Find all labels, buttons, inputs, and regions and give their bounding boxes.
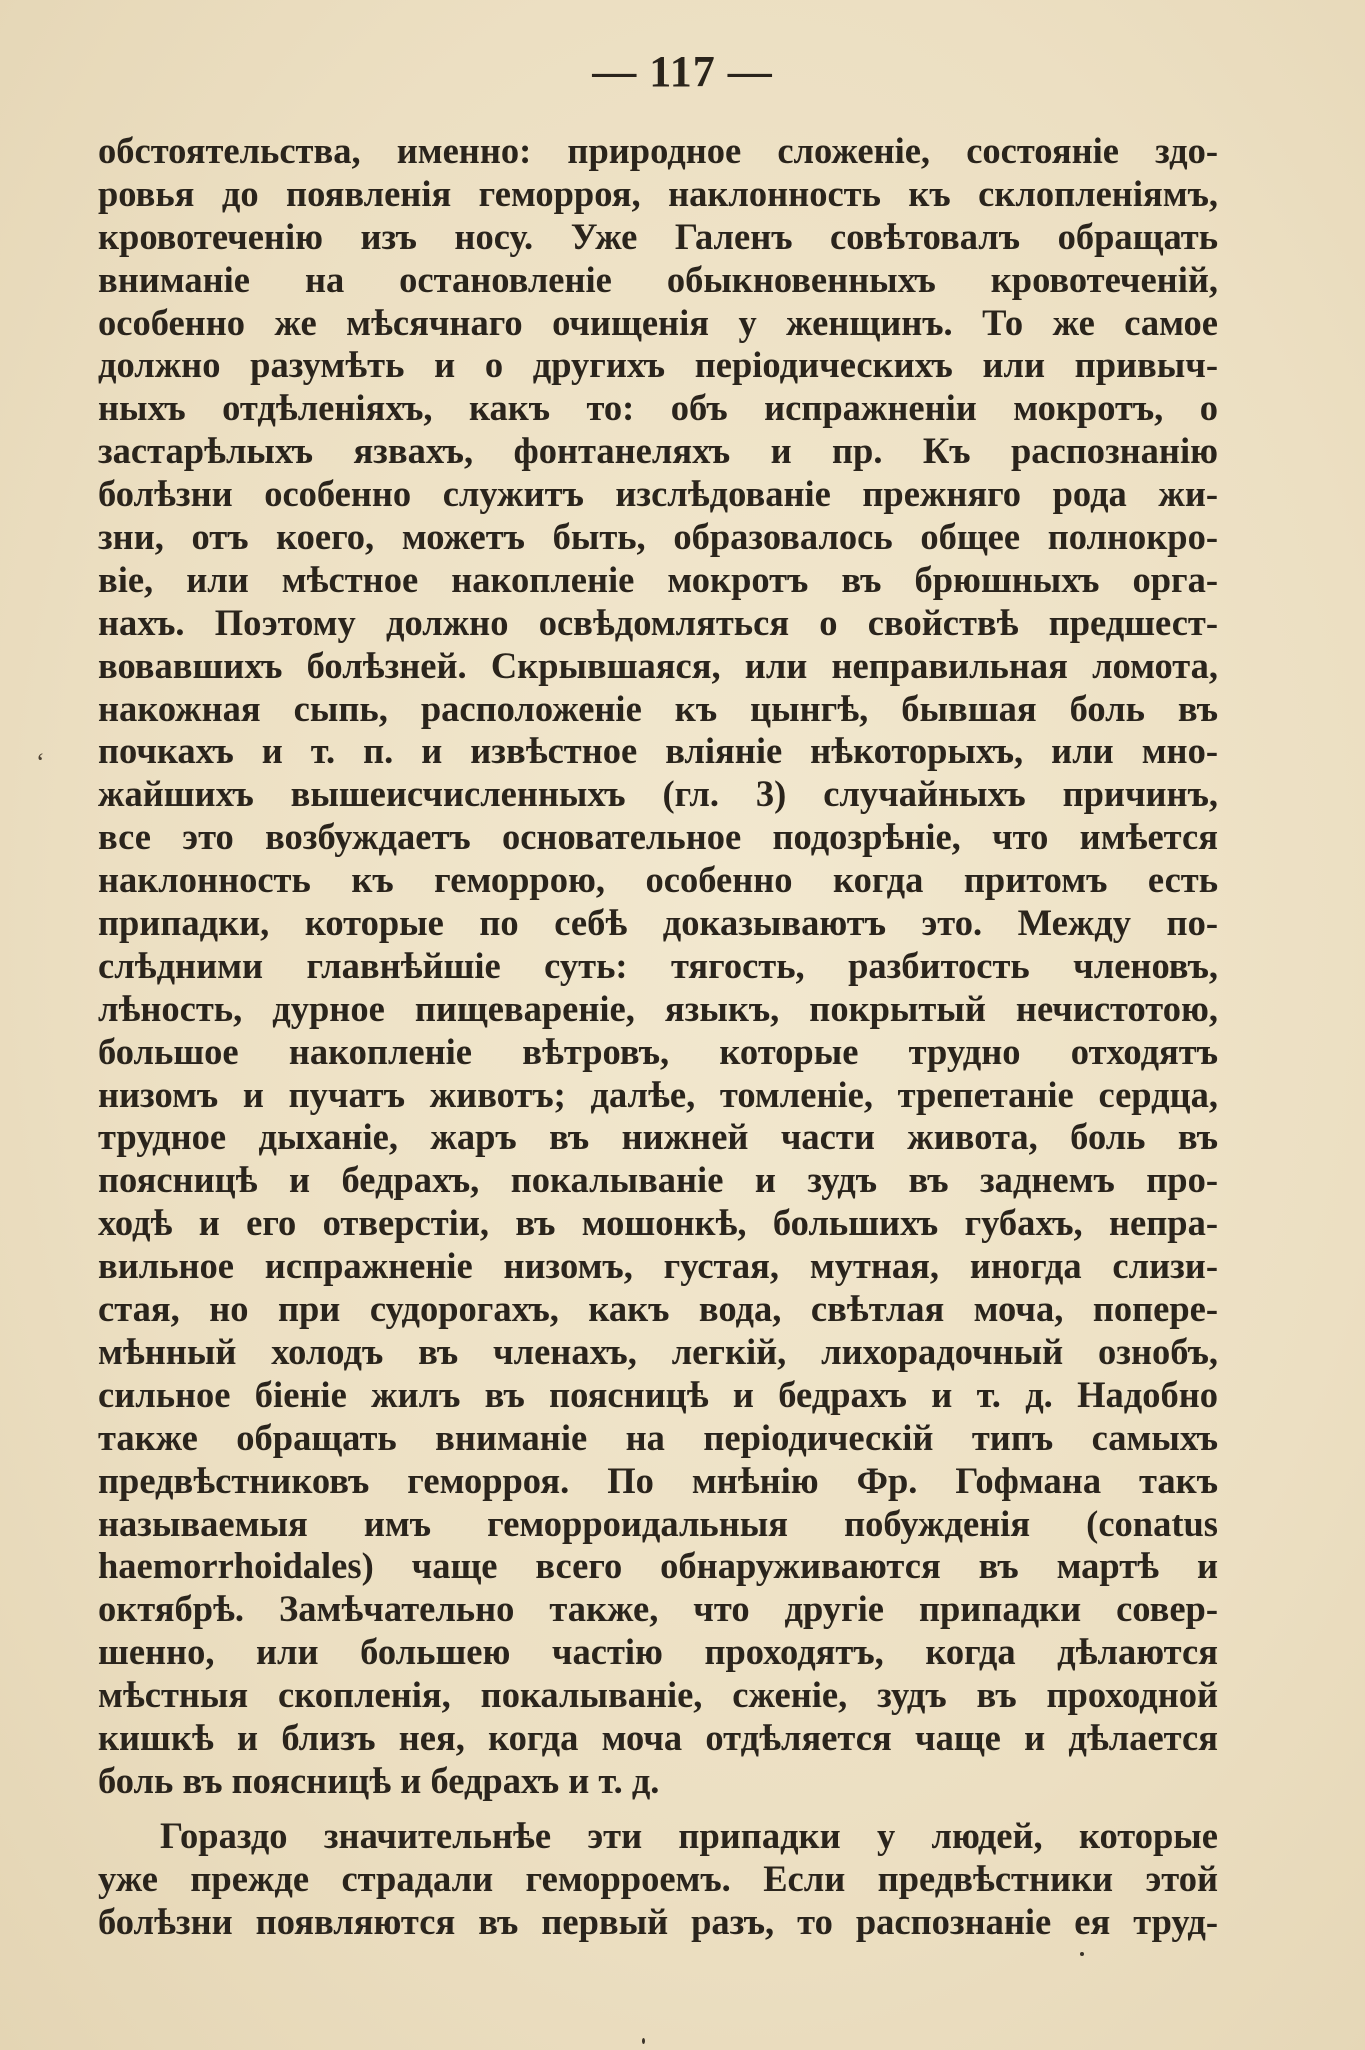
- ink-speck: [642, 2038, 645, 2044]
- text-line: уже прежде страдали геморроемъ. Если предвѣстники этой: [98, 1857, 1218, 1899]
- text-line: вовавшихъ болѣзней. Скрывшаяся, или неправильная ломота,: [98, 644, 1218, 686]
- text-line: боль въ поясницѣ и бедрахъ и т. д.: [98, 1759, 660, 1801]
- text-line: шенно, или большею частію проходятъ, когда дѣлаются: [98, 1631, 1218, 1673]
- text-line: кровотеченію изъ носу. Уже Галенъ совѣтовалъ обращать: [98, 215, 1218, 257]
- margin-mark: ‘: [36, 748, 45, 777]
- text-line: стая, но при судорогахъ, какъ вода, свѣтлая моча, попере-: [98, 1288, 1218, 1330]
- page-number: — 117 —: [592, 47, 773, 96]
- text-line: лѣность, дурное пищевареніе, языкъ, покрытый нечистотою,: [98, 987, 1218, 1029]
- text-line: поясницѣ и бедрахъ, покалываніе и зудъ въ заднемъ про-: [98, 1159, 1218, 1201]
- text-line: особенно же мѣсячнаго очищенія у женщинъ. То же самое: [98, 301, 1218, 343]
- text-line: нахъ. Поэтому должно освѣдомляться о свойствѣ предшест-: [98, 601, 1218, 643]
- ink-speck: [1080, 1952, 1084, 1956]
- text-line: віе, или мѣстное накопленіе мокротъ въ брюшныхъ орга-: [98, 558, 1218, 600]
- text-line: кишкѣ и близъ нея, когда моча отдѣляется чаще и дѣлается: [98, 1716, 1218, 1758]
- text-line: Гораздо значительнѣе эти припадки у людей, которые: [160, 1814, 1218, 1856]
- text-line: застарѣлыхъ язвахъ, фонтанеляхъ и пр. Къ распознанію: [98, 430, 1218, 472]
- text-line: ныхъ отдѣленіяхъ, какъ то: объ испражненіи мокротъ, о: [98, 387, 1218, 429]
- text-line: также обращать вниманіе на періодическій типъ самыхъ: [98, 1416, 1218, 1458]
- text-line: жайшихъ вышеисчисленныхъ (гл. 3) случайныхъ причинъ,: [98, 773, 1218, 815]
- body-text: [98, 130, 1218, 1943]
- text-line: обстоятельства, именно: природное сложеніе, состояніе здо-: [98, 130, 1218, 171]
- text-line: большое накопленіе вѣтровъ, которые трудно отходятъ: [98, 1030, 1218, 1072]
- text-line: припадки, которые по себѣ доказываютъ это. Между по-: [98, 902, 1218, 944]
- text-line: зни, отъ коего, можетъ быть, образовалось общее полнокро-: [98, 516, 1218, 558]
- text-line: трудное дыханіе, жаръ въ нижней части живота, боль въ: [98, 1116, 1218, 1158]
- text-line: почкахъ и т. п. и извѣстное вліяніе нѣкоторыхъ, или мно-: [98, 730, 1218, 772]
- text-line: сильное біеніе жилъ въ поясницѣ и бедрахъ и т. д. Надобно: [98, 1373, 1218, 1415]
- paragraph-gap: [98, 1803, 1218, 1815]
- text-line: все это возбуждаетъ основательное подозрѣніе, что имѣется: [98, 816, 1218, 858]
- text-line: называемыя имъ геморроидальныя побужденія (conatus: [98, 1502, 1218, 1544]
- text-line: болѣзни особенно служитъ изслѣдованіе прежняго рода жи-: [98, 473, 1218, 515]
- text-line: болѣзни появляются въ первый разъ, то распознаніе ея труд-: [98, 1900, 1218, 1942]
- text-line: должно разумѣть и о другихъ періодическихъ или привыч-: [98, 344, 1218, 386]
- paragraph: [98, 130, 1218, 1803]
- text-line: накожная сыпь, расположеніе къ цынгѣ, бывшая боль въ: [98, 687, 1218, 729]
- text-line: вильное испражненіе низомъ, густая, мутная, иногда слизи-: [98, 1245, 1218, 1287]
- text-line: слѣдними главнѣйшіе суть: тягость, разбитость членовъ,: [98, 944, 1218, 986]
- text-line: наклонность къ геморрою, особенно когда притомъ есть: [98, 859, 1218, 901]
- text-line: мѣстныя скопленія, покалываніе, сженіе, зудъ въ проходной: [98, 1674, 1218, 1716]
- text-line: ровья до появленія геморроя, наклонность къ склопленіямъ,: [98, 172, 1218, 214]
- text-line: haemorrhoidales) чаще всего обнаруживаются въ мартѣ и: [98, 1545, 1218, 1587]
- text-line: низомъ и пучатъ животъ; далѣе, томленіе, трепетаніе сердца,: [98, 1073, 1218, 1115]
- text-line: мѣнный холодъ въ членахъ, легкій, лихорадочный ознобъ,: [98, 1330, 1218, 1372]
- text-line: вниманіе на остановленіе обыкновенныхъ кровотеченій,: [98, 258, 1218, 300]
- text-line: октябрѣ. Замѣчательно также, что другіе припадки совер-: [98, 1588, 1218, 1630]
- paragraph: [98, 1815, 1218, 1944]
- text-line: ходѣ и его отверстіи, въ мошонкѣ, большихъ губахъ, непра-: [98, 1202, 1218, 1244]
- text-line: предвѣстниковъ геморроя. По мнѣнію Фр. Гофмана такъ: [98, 1459, 1218, 1501]
